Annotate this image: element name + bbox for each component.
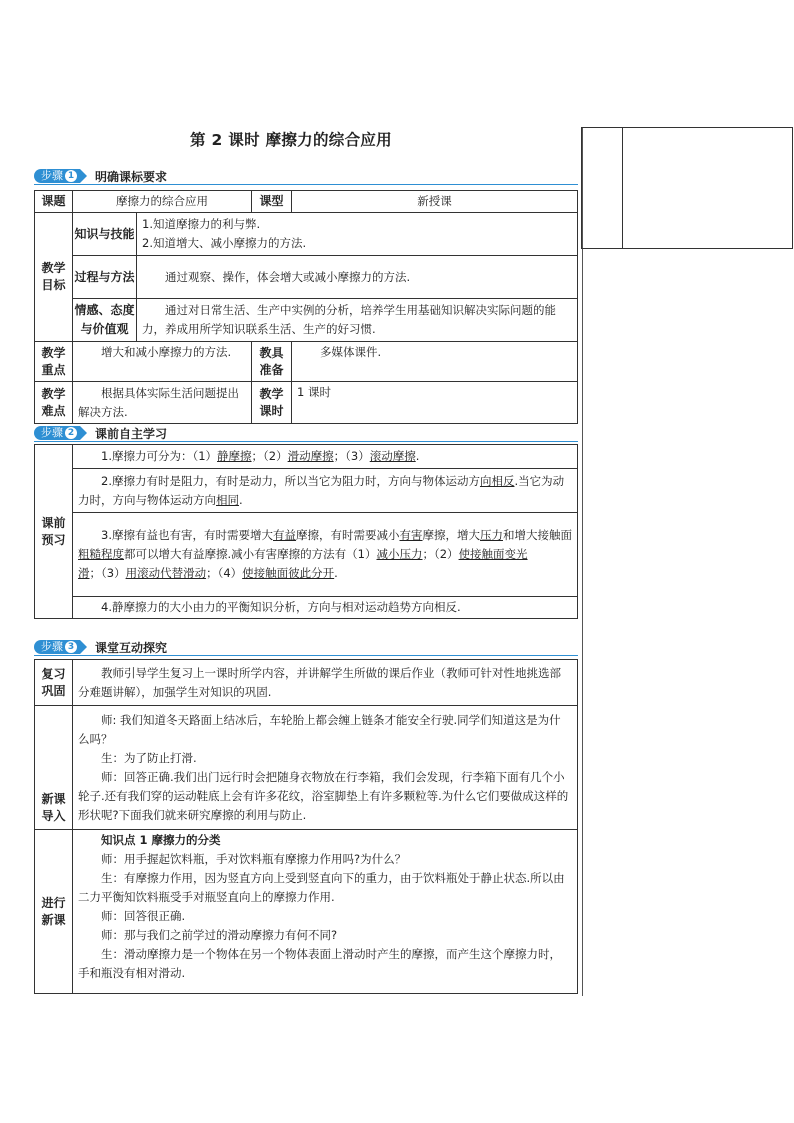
label-intro: 新课导入 <box>35 706 73 830</box>
step-2-number: 2 <box>65 427 77 439</box>
label-new-lesson: 进行新课 <box>35 830 73 994</box>
side-notes-box <box>581 127 793 249</box>
new-line-1: 师：用手握起饮料瓶，手对饮料瓶有摩擦力作用吗?为什么？ <box>101 852 407 866</box>
knowledge-point-heading: 知识点 1 摩擦力的分类 <box>101 833 221 847</box>
label-knowledge: 知识与技能 <box>73 213 137 256</box>
label-key-points: 教学重点 <box>35 342 73 382</box>
new-line-4: 师：那与我们之前学过的滑动摩擦力有何不同? <box>101 928 338 942</box>
review-text: 教师引导学生复习上一课时所学内容，并讲解学生所做的课后作业（教师可针对性地挑选部分难题讲解），加强学生对知识的巩固. <box>73 660 578 706</box>
label-difficulty: 教学难点 <box>35 382 73 424</box>
label-review: 复习巩固 <box>35 660 73 706</box>
label-attitude: 情感、态度与价值观 <box>73 299 137 342</box>
tools-value: 多媒体课件. <box>292 342 578 382</box>
step-3-number: 3 <box>65 641 77 653</box>
step-2-header <box>34 425 167 441</box>
classroom-table <box>34 659 578 994</box>
lesson-time-value: 1 课时 <box>292 382 578 424</box>
label-topic: 课题 <box>35 191 73 213</box>
step-2-tag: 步骤 <box>41 426 63 439</box>
preview-table <box>34 444 578 619</box>
intro-line-3: 师：回答正确.我们出门远行时会把随身衣物放在行李箱，我们会发现，行李箱下面有几个小轮子.还有我们穿的运动鞋底上会有许多花纹，浴室脚垫上有许多颗粒等.为什么它们要做成这样的形状呢?下面我们就来研究摩擦的利用与防止. <box>78 769 569 822</box>
step-3-header <box>34 639 167 655</box>
preview-item-1: 1.摩擦力可分为：（1）静摩擦；（2）滑动摩擦；（3）滚动摩擦. <box>73 445 578 469</box>
new-line-2: 生：有摩擦力作用，因为竖直方向上受到竖直向下的重力，由于饮料瓶处于静止状态.所以由二力平衡知饮料瓶受手对瓶竖直向上的摩擦力作用. <box>78 871 565 904</box>
page-divider <box>582 128 583 996</box>
step-1-number: 1 <box>65 170 77 182</box>
step-3-label: 课堂互动探究 <box>95 640 168 655</box>
step-3-tag: 步骤 <box>41 640 63 653</box>
key-points-value: 增大和减小摩擦力的方法. <box>73 342 252 382</box>
step-1-label: 明确课标要求 <box>95 169 168 184</box>
label-lesson-time: 教学课时 <box>252 382 292 424</box>
intro-line-2: 生：为了防止打滑. <box>101 750 197 765</box>
new-line-5: 生：滑动摩擦力是一个物体在另一个物体表面上滑动时产生的摩擦，而产生这个摩擦力时，手和瓶没有相对滑动. <box>78 947 561 980</box>
attitude-text: 通过对日常生活、生产中实例的分析，培养学生用基础知识解决实际问题的能力，养成用所学知识联系生活、生产的好习惯. <box>137 299 578 342</box>
preview-item-4: 4.静摩擦力的大小由力的平衡知识分析，方向与相对运动趋势方向相反. <box>73 597 578 619</box>
lesson-type-value: 新授课 <box>292 191 578 213</box>
label-lesson-type: 课型 <box>252 191 292 213</box>
label-preview: 课前预习 <box>35 445 73 619</box>
knowledge-2: 2.知道增大、减小摩擦力的方法. <box>142 236 307 250</box>
new-line-3: 师：回答很正确. <box>101 909 186 923</box>
label-goals: 教学目标 <box>35 213 73 342</box>
objectives-table <box>34 190 578 424</box>
preview-item-2: 2.摩擦力有时是阻力，有时是动力，所以当它为阻力时，方向与物体运动方向相反.当它为动力时，方向与物体运动方向相同. <box>73 469 578 513</box>
process-text: 通过观察、操作，体会增大或减小摩擦力的方法. <box>137 256 578 299</box>
intro-line-1: 师: 我们知道冬天路面上结冰后，车轮胎上都会缠上链条才能安全行驶.同学们知道这是为什么吗？ <box>78 712 561 746</box>
difficulty-value: 根据具体实际生活问题提出解决方法. <box>73 382 252 424</box>
page-title: 第 2 课时 摩擦力的综合应用 <box>190 131 392 149</box>
step-2-label: 课前自主学习 <box>95 426 168 441</box>
preview-item-3: 3.摩擦有益也有害，有时需要增大有益摩擦，有时需要减小有害摩擦，增大压力和增大接触面粗糙程度都可以增大有益摩擦.减小有害摩擦的方法有（1）减小压力；（2）使接触面变光滑；（3）用滚动代替滑动；（4）使接触面彼此分开. <box>73 513 578 597</box>
step-1-tag: 步骤 <box>41 169 63 182</box>
topic-value: 摩擦力的综合应用 <box>73 191 252 213</box>
knowledge-1: 1.知道摩擦力的利与弊. <box>142 217 261 231</box>
step-1-header <box>34 168 167 184</box>
label-tools: 教具准备 <box>252 342 292 382</box>
label-process: 过程与方法 <box>73 256 137 299</box>
